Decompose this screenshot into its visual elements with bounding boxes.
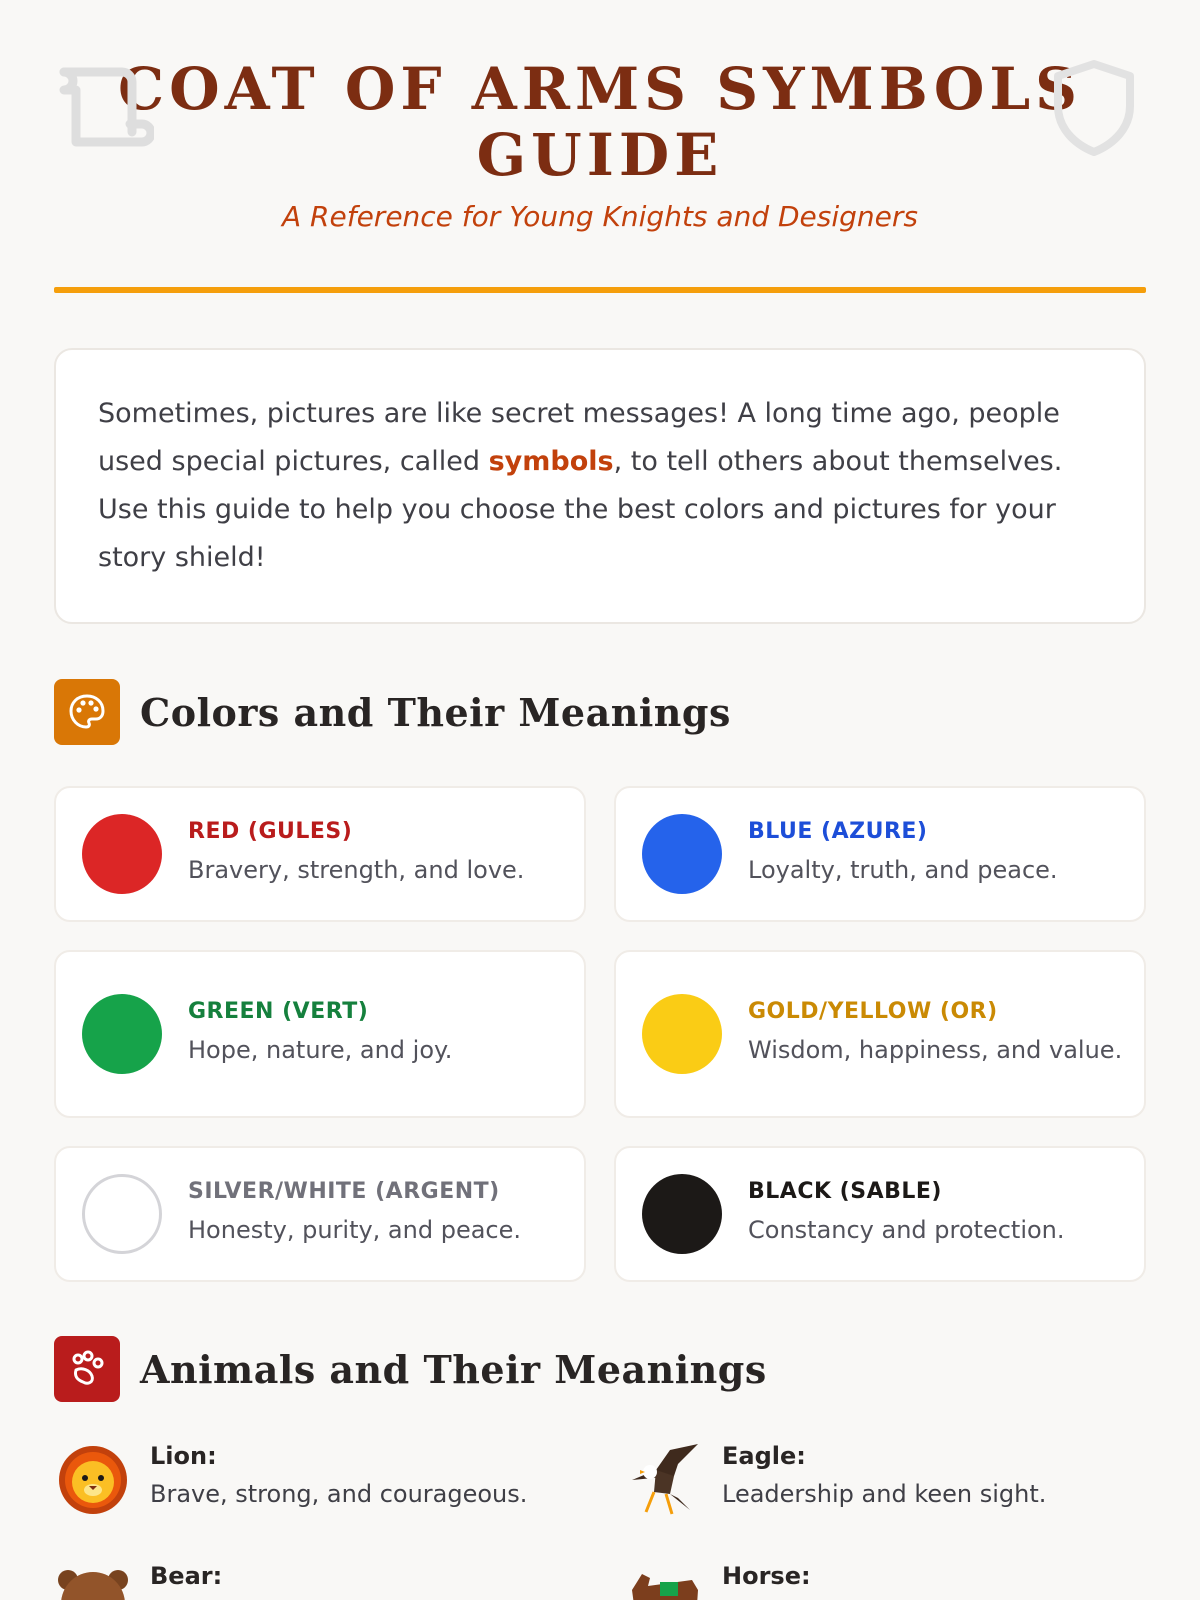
color-swatch [82, 1174, 162, 1254]
intro-card [54, 348, 1146, 624]
animal-item-lion [54, 1440, 527, 1518]
animal-meaning: Leadership and keen sight. [722, 1480, 1047, 1508]
header [54, 56, 1146, 233]
animal-name: Lion: [150, 1442, 217, 1470]
color-swatch [82, 994, 162, 1074]
page-title: COAT OF ARMS SYMBOLS GUIDE [117, 55, 1083, 189]
intro-keyword: symbols [488, 446, 614, 477]
color-card-black [614, 1146, 1146, 1282]
horse-icon [626, 1560, 704, 1600]
animal-item-bear [54, 1560, 222, 1600]
header-divider [54, 287, 1146, 293]
bear-icon [54, 1560, 132, 1600]
color-card-silver [54, 1146, 586, 1282]
color-card-blue [614, 786, 1146, 922]
animal-item-eagle [626, 1440, 1046, 1518]
page-subtitle: A Reference for Young Knights and Designers [281, 200, 918, 233]
color-name: BLUE (AZURE) [748, 818, 928, 844]
color-swatch [642, 994, 722, 1074]
color-name: GOLD/YELLOW (OR) [748, 998, 998, 1024]
color-meaning: Loyalty, truth, and peace. [748, 855, 1058, 884]
intro-text-end: , to tell others about themselves. Use this guide to help you choose the best colors and pictures for your story shield! [98, 446, 1063, 573]
scroll-icon [54, 58, 154, 150]
color-name: RED (GULES) [188, 818, 353, 844]
color-swatch [642, 814, 722, 894]
animal-meaning: Brave, strong, and courageous. [150, 1480, 528, 1508]
color-name: GREEN (VERT) [188, 998, 369, 1024]
color-name: BLACK (SABLE) [748, 1178, 942, 1204]
intro-text-start: Sometimes, pictures are like secret messages! A long time ago, people used special pictures, called [98, 398, 1060, 477]
color-card-red [54, 786, 586, 922]
color-swatch [642, 1174, 722, 1254]
colors-section-header [54, 679, 1146, 745]
color-meaning: Honesty, purity, and peace. [188, 1215, 522, 1244]
animal-item-horse [626, 1560, 811, 1600]
palette-icon [54, 679, 120, 745]
eagle-icon [626, 1440, 704, 1518]
shield-icon [1052, 58, 1136, 156]
paw-icon [54, 1336, 120, 1402]
color-swatch [82, 814, 162, 894]
lion-icon [54, 1440, 132, 1518]
color-meaning: Constancy and protection. [748, 1215, 1065, 1244]
animals-section-header [54, 1336, 1146, 1402]
color-meaning: Bravery, strength, and love. [188, 855, 525, 884]
color-card-green [54, 950, 586, 1118]
animals-section-title: Animals and Their Meanings [140, 1346, 767, 1392]
color-name: SILVER/WHITE (ARGENT) [188, 1178, 500, 1204]
colors-section-title: Colors and Their Meanings [140, 689, 731, 735]
color-meaning: Hope, nature, and joy. [188, 1035, 453, 1064]
color-meaning: Wisdom, happiness, and value. [748, 1035, 1123, 1064]
animal-name: Bear: [150, 1562, 223, 1590]
color-card-gold [614, 950, 1146, 1118]
animal-name: Eagle: [722, 1442, 806, 1470]
animal-name: Horse: [722, 1562, 811, 1590]
